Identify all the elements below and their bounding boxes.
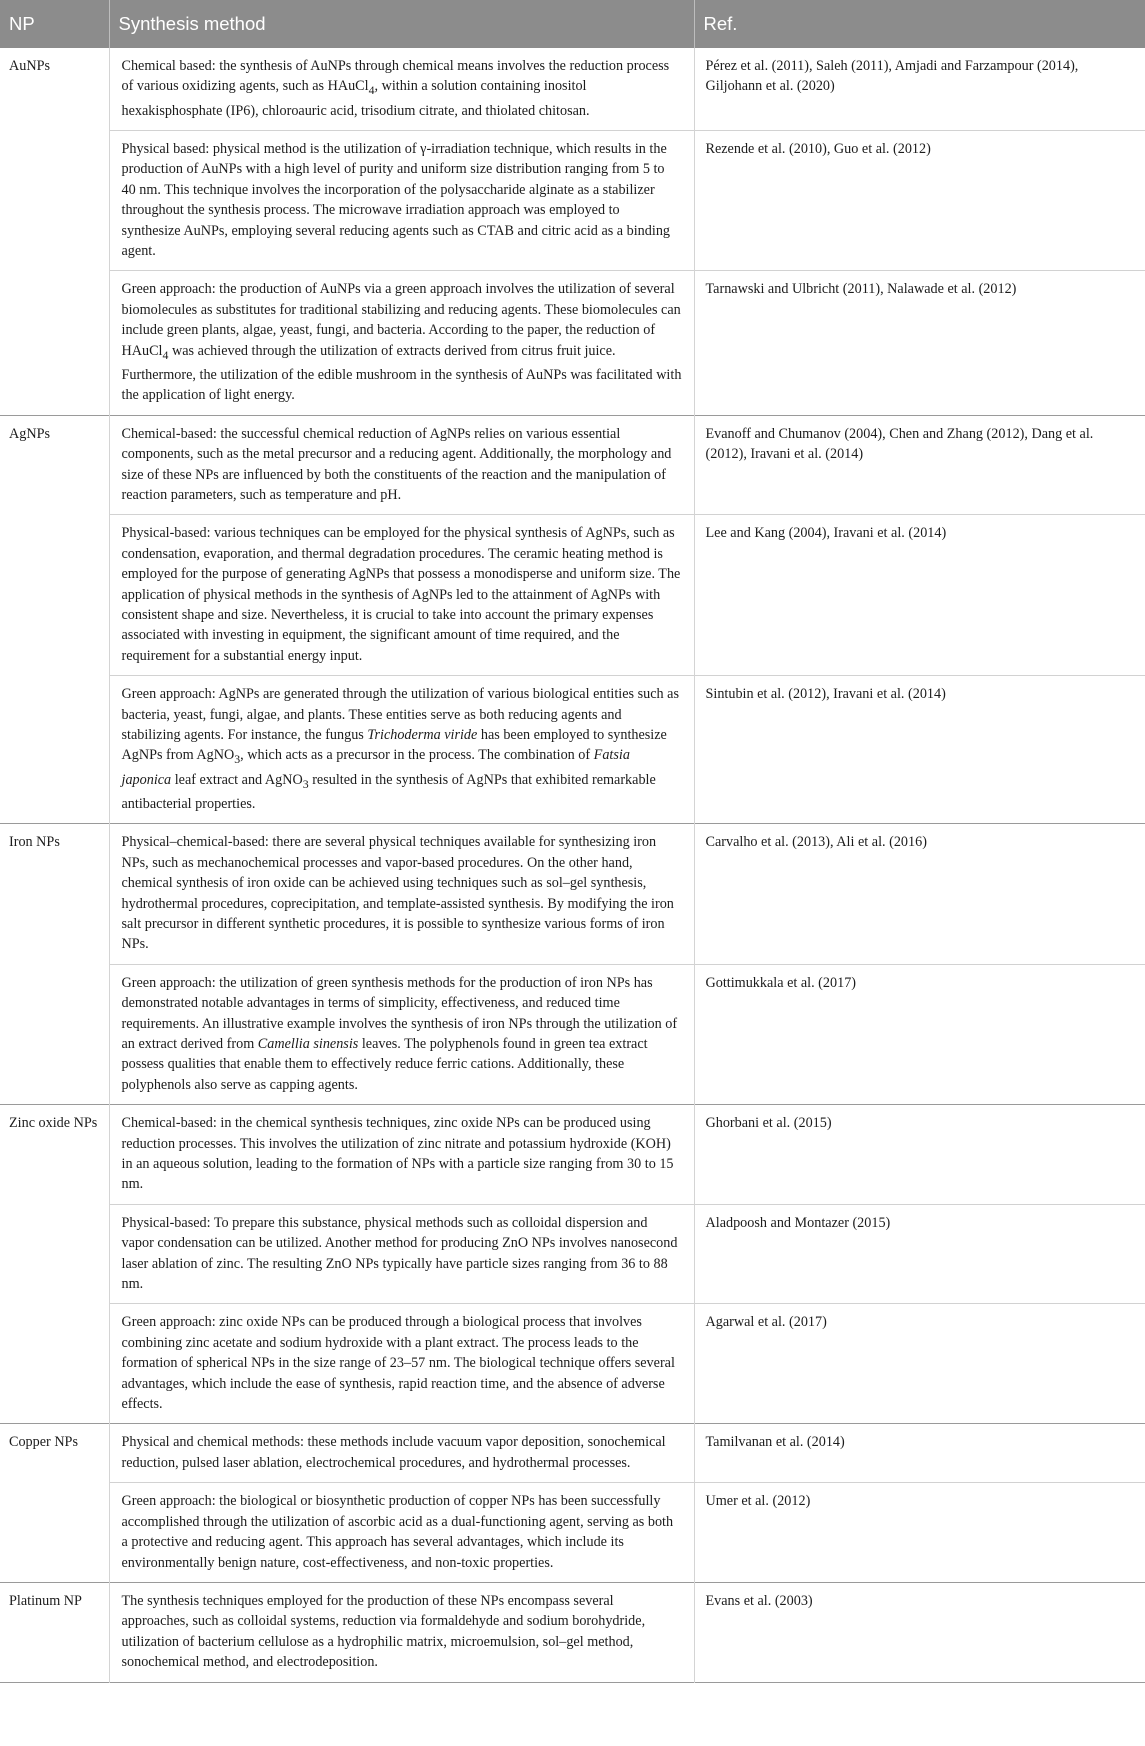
header-np: NP [0, 0, 109, 48]
table-row [0, 1204, 1145, 1304]
synthesis-method-cell: Green approach: AgNPs are generated through the utilization of various biological entities such as bacteria, yeast, fungi, algae, and plants. These entities serve as both reducing agents and stabilizing agents. For instance, the fungus Trichoderma viride has been employed to synthesize AgNPs from AgNO$_3$, which acts as a precursor in the process. The combination of Fatsia japonica leaf extract and AgNO$_3$ resulted in the synthesis of AgNPs that exhibited remarkable antibacterial properties. [109, 676, 694, 824]
table-row [0, 1582, 1145, 1682]
table-row [0, 964, 1145, 1104]
synthesis-method-cell: Green approach: the biological or biosynthetic production of copper NPs has been successfully accomplished through the utilization of ascorbic acid as a dual-functioning agent, serving as both a protective and reducing agent. This approach has several advantages, which include its environmentally benign nature, cost-effectiveness, and non-toxic properties. [109, 1483, 694, 1583]
table-row [0, 1304, 1145, 1424]
np-cell: AuNPs [0, 48, 109, 415]
reference-cell: Tarnawski and Ulbricht (2011), Nalawade et al. (2012) [694, 271, 1145, 415]
table-row [0, 824, 1145, 964]
np-cell: Platinum NP [0, 1582, 109, 1682]
reference-cell: Lee and Kang (2004), Iravani et al. (2014) [694, 515, 1145, 676]
synthesis-method-cell: The synthesis techniques employed for the production of these NPs encompass several approaches, such as colloidal systems, reduction via formaldehyde and sodium borohydride, utilization of bacterium cellulose as a hydrophilic matrix, microemulsion, sol–gel method, sonochemical method, and electrodeposition. [109, 1582, 694, 1682]
table-row [0, 1105, 1145, 1205]
header-ref: Ref. [694, 0, 1145, 48]
reference-cell: Rezende et al. (2010), Guo et al. (2012) [694, 131, 1145, 271]
np-cell: Copper NPs [0, 1424, 109, 1582]
reference-cell: Tamilvanan et al. (2014) [694, 1424, 1145, 1483]
synthesis-method-cell: Green approach: the utilization of green synthesis methods for the production of iron NPs has demonstrated notable advantages in terms of simplicity, effectiveness, and reduced time requirements. An illustrative example involves the synthesis of iron NPs through the utilization of an extract derived from Camellia sinensis leaves. The polyphenols found in green tea extract possess qualities that enable them to effectively reduce ferric cations. Additionally, these polyphenols also serve as capping agents. [109, 964, 694, 1104]
reference-cell: Pérez et al. (2011), Saleh (2011), Amjadi and Farzampour (2014), Giljohann et al. (2020) [705, 58, 1079, 95]
synthesis-method-cell: Chemical-based: in the chemical synthesis techniques, zinc oxide NPs can be produced using reduction processes. This involves the utilization of zinc nitrate and potassium hydroxide (KOH) in an aqueous solution, leading to the formation of NPs with a particle size ranging from 30 to 15 nm. [109, 1105, 694, 1205]
synthesis-method-cell: Physical based: physical method is the utilization of γ-irradiation technique, which results in the production of AuNPs with a high level of purity and uniform size distribution ranging from 5 to 40 nm. This technique involves the incorporation of the polysaccharide alginate as a stabilizer throughout the synthesis process. The microwave irradiation approach was employed to synthesize AuNPs, employing several reducing agents such as CTAB and citric acid as a binding agent. [109, 131, 694, 271]
synthesis-method-cell: Chemical-based: the successful chemical reduction of AgNPs relies on various essential components, such as the metal precursor and a reducing agent. Additionally, the morphology and size of these NPs are influenced by both the constituents of the reaction and the manipulation of reaction parameters, such as temperature and pH. [109, 415, 694, 515]
synthesis-method-cell: Green approach: zinc oxide NPs can be produced through a biological process that involves combining zinc acetate and sodium hydroxide with a plant extract. The process leads to the formation of spherical NPs in the size range of 23–57 nm. The biological technique offers several advantages, which include the ease of synthesis, rapid reaction time, and the absence of adverse effects. [109, 1304, 694, 1424]
np-cell: Zinc oxide NPs [0, 1105, 109, 1424]
reference-cell: Umer et al. (2012) [694, 1483, 1145, 1583]
table-row [0, 415, 1145, 515]
header-row [0, 0, 1145, 48]
table-row [0, 48, 1145, 131]
table-row [0, 676, 1145, 824]
np-cell: AgNPs [0, 415, 109, 824]
synthesis-method-cell: Physical-based: various techniques can be employed for the physical synthesis of AgNPs, such as condensation, evaporation, and thermal degradation procedures. The ceramic heating method is employed for the purpose of generating AgNPs that possess a monodisperse and uniform size. The application of physical methods in the synthesis of AgNPs led to the attainment of AgNPs with consistent shape and size. Nevertheless, it is crucial to take into account the primary expenses associated with investing in equipment, the significant amount of time required, and the requirement for a substantial energy input. [109, 515, 694, 676]
table-row [0, 131, 1145, 271]
table-row [0, 271, 1145, 415]
np-cell: Iron NPs [0, 824, 109, 1105]
reference-cell: Ghorbani et al. (2015) [694, 1105, 1145, 1205]
synthesis-method-cell: Chemical based: the synthesis of AuNPs through chemical means involves the reduction process of various oxidizing agents, such as HAuCl$_4$, within a solution containing inositol hexakisphosphate (IP6), chloroauric acid, trisodium citrate, and thiolated chitosan. [109, 48, 694, 131]
synthesis-method-cell: Physical and chemical methods: these methods include vacuum vapor deposition, sonochemical reduction, pulsed laser ablation, electrochemical procedures, and hydrothermal processes. [109, 1424, 694, 1483]
synthesis-method-cell: Green approach: the production of AuNPs via a green approach involves the utilization of several biomolecules as substitutes for traditional stabilizing and reducing agents. These biomolecules can include green plants, algae, yeast, fungi, and bacteria. According to the paper, the reduction of HAuCl$_4$ was achieved through the utilization of extracts derived from citrus fruit juice. Furthermore, the utilization of the edible mushroom in the synthesis of AuNPs was facilitated with the application of light energy. [109, 271, 694, 415]
reference-cell: Gottimukkala et al. (2017) [694, 964, 1145, 1104]
reference-cell: Evans et al. (2003) [694, 1582, 1145, 1682]
synthesis-method-cell: Physical-based: To prepare this substance, physical methods such as colloidal dispersion and vapor condensation can be utilized. Another method for producing ZnO NPs involves nanosecond laser ablation of zinc. The resulting ZnO NPs typically have particle sizes ranging from 36 to 88 nm. [109, 1204, 694, 1304]
reference-cell: Evanoff and Chumanov (2004), Chen and Zhang (2012), Dang et al. (2012), Iravani et al. (2014) [694, 415, 1145, 515]
reference-cell: Sintubin et al. (2012), Iravani et al. (2014) [694, 676, 1145, 824]
table-row [0, 515, 1145, 676]
table-row [0, 1424, 1145, 1483]
header-synthesis-method: Synthesis method [109, 0, 694, 48]
reference-cell: Agarwal et al. (2017) [694, 1304, 1145, 1424]
reference-cell: Aladpoosh and Montazer (2015) [694, 1204, 1145, 1304]
reference-cell: Carvalho et al. (2013), Ali et al. (2016) [694, 824, 1145, 964]
table-body [0, 48, 1145, 1682]
synthesis-method-cell: Physical–chemical-based: there are several physical techniques available for synthesizing iron NPs, such as mechanochemical processes and vapor-based procedures. On the other hand, chemical synthesis of iron oxide can be achieved using techniques such as sol–gel synthesis, hydrothermal procedures, coprecipitation, and template-assisted synthesis. By modifying the iron salt precursor in different synthetic procedures, it is possible to synthesize various forms of iron NPs. [109, 824, 694, 964]
table-row [0, 1483, 1145, 1583]
